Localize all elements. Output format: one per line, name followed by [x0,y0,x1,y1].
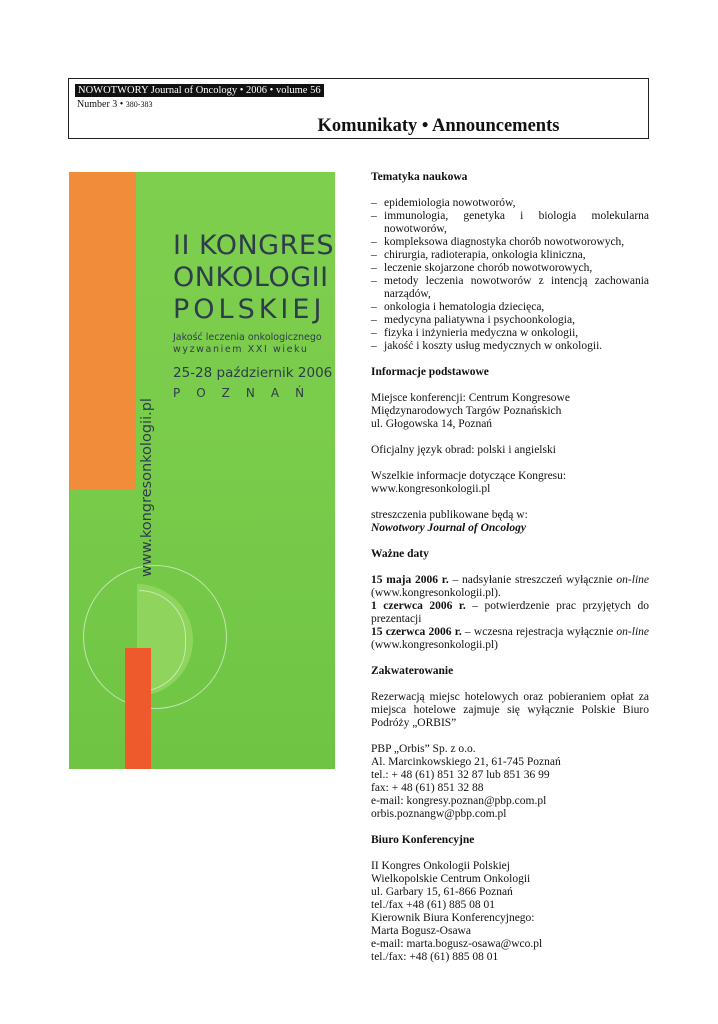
contact-line: PBP „Orbis” Sp. z o.o. [371,743,476,755]
basic-info-heading: Informacje podstawowe [371,366,489,378]
congress-poster [69,172,335,769]
list-item: – immunologia, genetyka i biologia molekularna nowotworów, [371,210,649,236]
contact-line: Al. Marcinkowskiego 21, 61-745 Poznań [371,756,561,768]
poster-title-line2: ONKOLOGII [173,262,329,293]
contact-line: II Kongres Onkologii Polskiej [371,860,510,872]
abstracts-block [371,509,649,535]
venue-line: ul. Głogowska 14, Poznań [371,418,493,430]
poster-dates: 25-28 październik 2006 [173,365,333,381]
dates-block [371,574,649,652]
poster-subtitle [173,332,322,356]
contact-line: tel./fax +48 (61) 885 08 01 [371,899,496,911]
contact-line: tel.: + 48 (61) 851 32 87 lub 851 36 99 [371,769,550,781]
contact-line: e-mail: kongresy.poznan@pbp.com.pl [371,795,547,807]
poster-subtitle-line2: wyzwaniem XXI wieku [173,344,309,355]
journal-header [68,78,649,139]
poster-title-line1: II KONGRES [173,230,335,261]
list-item: – chirurgia, radioterapia, onkologia kliniczna, [371,249,649,262]
dates-heading: Ważne daty [371,548,429,560]
list-item: – epidemiologia nowotworów, [371,197,649,210]
announcement-text [371,171,649,977]
poster-title [173,230,334,326]
list-item: – jakość i koszty usług medycznych w onkologii. [371,340,649,353]
list-item: – leczenie skojarzone chorób nowotworowych, [371,262,649,275]
date-item: 1 czerwca 2006 r. – potwierdzenie prac przyjętych do prezentacji [371,600,649,625]
contact-line: e-mail: marta.bogusz-osawa@wco.pl [371,938,543,950]
page-range: 380-383 [125,100,153,109]
date-item: 15 maja 2006 r. – nadsyłanie streszczeń wyłącznie on-line (www.kongresonkologii.pl). [371,574,649,599]
info-url: www.kongresonkologii.pl [371,483,491,495]
contact-line: Wielkopolskie Centrum Onkologii [371,873,531,885]
list-item: – metody leczenia nowotworów z intencją zachowania narządów, [371,275,649,301]
poster-subtitle-line1: Jakość leczenia onkologicznego [173,332,322,343]
contact-line: Marta Bogusz-Osawa [371,925,471,937]
date-item: 15 czerwca 2006 r. – wczesna rejestracja wyłącznie on-line (www.kongresonkologii.pl) [371,626,649,651]
contact-line: orbis.poznangw@pbp.com.pl [371,808,507,820]
contact-line: Kierownik Biura Konferencyjnego: [371,912,535,924]
office-contact [371,860,649,964]
issue-number: Number 3 • [77,99,124,110]
contact-line: fax: + 48 (61) 851 32 88 [371,782,484,794]
contact-line: ul. Garbary 15, 61-866 Poznań [371,886,513,898]
info-block [371,470,649,496]
contact-line: tel./fax: +48 (61) 885 08 01 [371,951,499,963]
poster-city: POZNAŃ [173,386,321,400]
accommodation-text [371,691,649,730]
venue-line: Międzynarodowych Targów Poznańskich [371,405,562,417]
poster-red-band [125,648,151,769]
info-line: Wszelkie informacje dotyczące Kongresu: [371,470,567,482]
poster-url: www.kongresonkologii.pl [139,398,155,577]
venue-line: Miejsce konferencji: Centrum Kongresowe [371,392,570,404]
list-item: – kompleksowa diagnostyka chorób nowotworowych, [371,236,649,249]
list-item: – fizyka i inżynieria medyczna w onkologii, [371,327,649,340]
section-title [69,116,648,137]
abstracts-journal: Nowotwory Journal of Oncology [371,522,526,534]
language-block [371,444,649,457]
poster-title-line3: POLSKIEJ [173,294,326,325]
journal-line: NOWOTWORY Journal of Oncology • 2006 • volume 56 [75,84,324,97]
accommodation-heading: Zakwaterowanie [371,665,454,677]
office-heading: Biuro Konferencyjne [371,834,475,846]
list-item: – onkologia i hematologia dziecięca, [371,301,649,314]
topics-heading: Tematyka naukowa [371,171,468,183]
issue-line [77,99,152,110]
accommodation-paragraph: Rezerwacją miejsc hotelowych oraz pobieraniem opłat za miejsca hotelowe zajmuje się wyłącznie Polskie Biuro Podróży „ORBIS” [371,691,649,729]
venue-block [371,392,649,431]
section-title-text: Komunikaty • Announcements [317,116,560,136]
list-item: – medycyna paliatywna i psychoonkologia, [371,314,649,327]
abstracts-line: streszczenia publikowane będą w: [371,509,528,521]
language-line: Oficjalny język obrad: polski i angielski [371,444,556,456]
poster-orange-band [69,172,136,490]
topics-list [371,197,649,353]
orbis-contact [371,743,649,821]
